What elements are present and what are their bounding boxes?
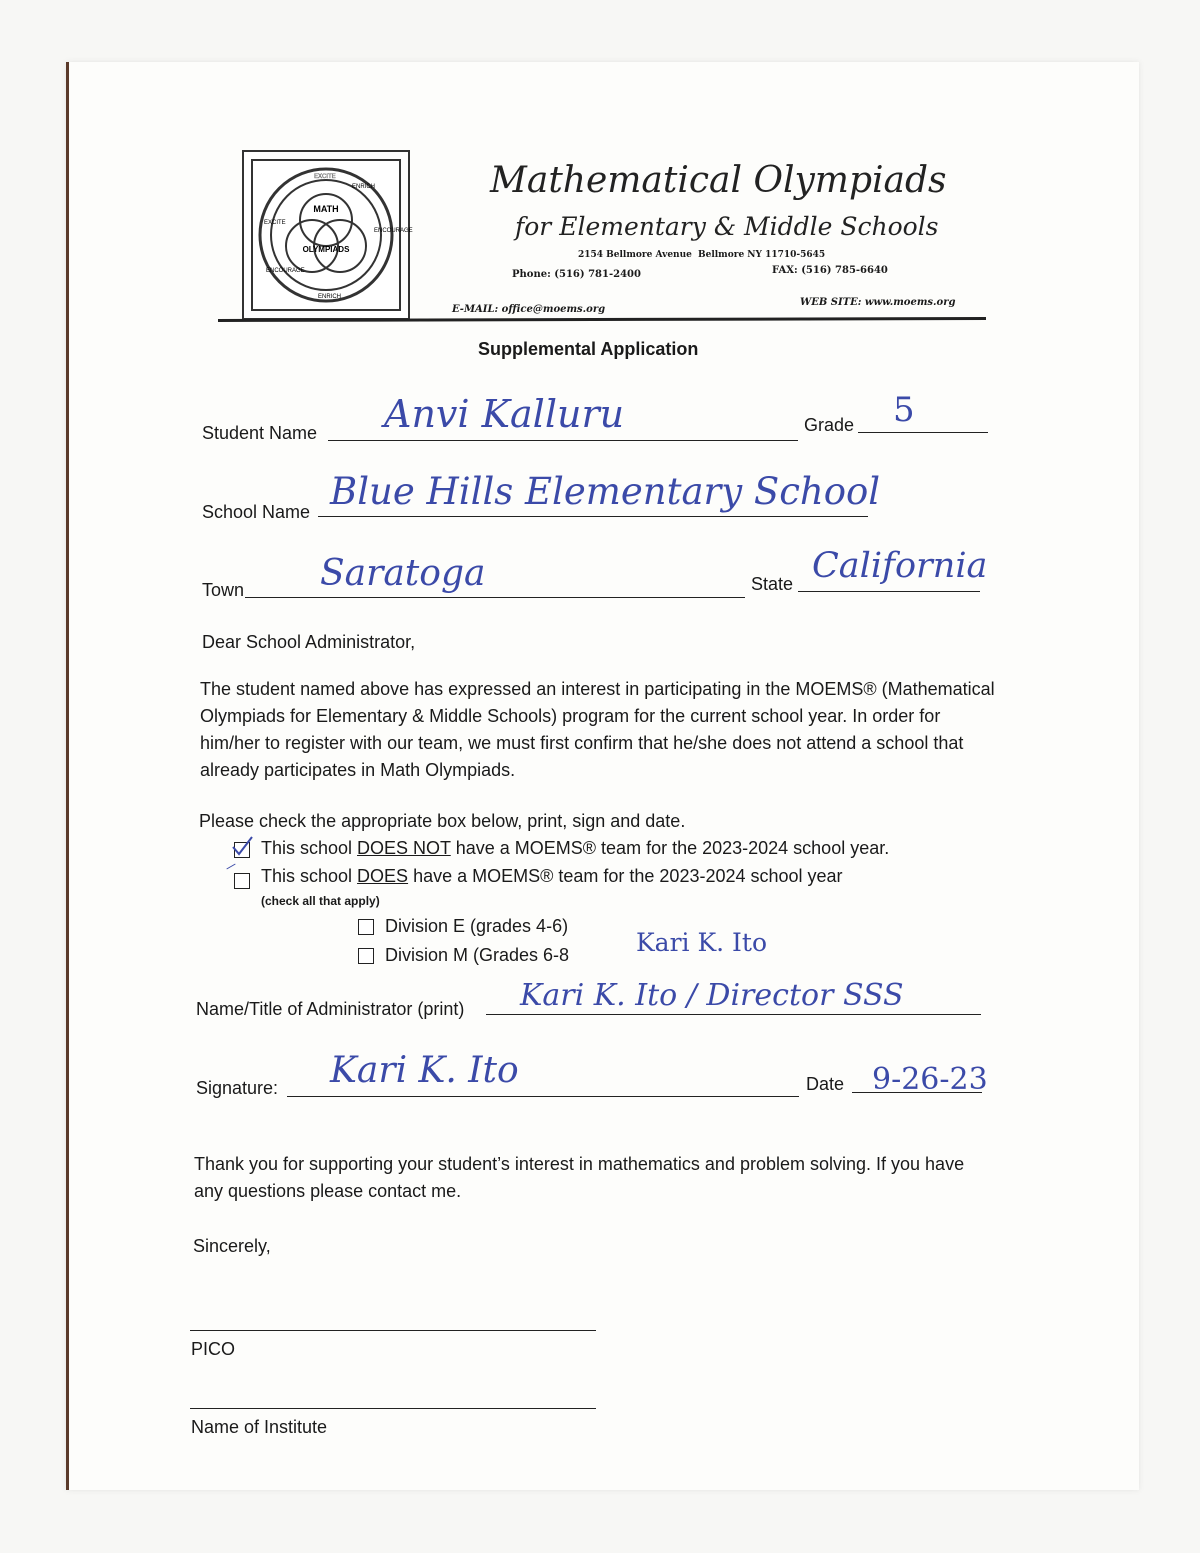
division-m-label: Division M (Grades 6-8 [385, 945, 570, 965]
org-phone: Phone: (516) 781-2400 [512, 269, 641, 280]
org-city: Bellmore NY 11710-5645 [698, 250, 826, 260]
does-checkbox[interactable] [234, 873, 250, 889]
logo-ring-word: ENCOURAGE [374, 228, 413, 234]
state-value[interactable]: California [812, 546, 988, 586]
state-label: State [751, 574, 794, 594]
signature-line [287, 1096, 799, 1097]
student-name-value[interactable]: Anvi Kalluru [384, 392, 625, 436]
org-address: 2154 Bellmore Avenue [578, 250, 692, 260]
date-label: Date [806, 1074, 845, 1094]
org-email: E-MAIL: office@moems.org [452, 304, 606, 315]
grade-line [858, 432, 988, 433]
school-name-label: School Name [202, 502, 311, 522]
moems-logo [242, 150, 413, 320]
division-m-checkbox[interactable] [358, 948, 374, 964]
check-note: (check all that apply) [261, 894, 380, 908]
does-not-checkbox[interactable] [234, 842, 250, 858]
grade-value[interactable]: 5 [893, 390, 915, 430]
state-line [798, 591, 980, 592]
org-subtitle: for Elementary & Middle Schools [515, 212, 939, 241]
admin-line [486, 1014, 981, 1015]
pico-signature-line [190, 1330, 596, 1331]
signature-label: Signature: [196, 1078, 279, 1098]
division-e-checkbox[interactable] [358, 919, 374, 935]
school-name-line [318, 516, 868, 517]
option-does: This school DOES have a MOEMS® team for the 2023-2024 school year [261, 866, 843, 886]
pico-label: PICO [191, 1339, 236, 1359]
student-name-line [328, 440, 798, 441]
town-label: Town [202, 580, 245, 600]
closing-paragraph: Thank you for supporting your student’s interest in mathematics and problem solving. If you have any questions please contact me. [194, 1154, 965, 1201]
logo-olympiads-text: OLYMPIADS [302, 245, 350, 254]
org-fax: FAX: (516) 785-6640 [772, 265, 888, 276]
admin-label: Name/Title of Administrator (print) [196, 999, 465, 1019]
school-name-value[interactable]: Blue Hills Elementary School [330, 470, 881, 513]
institute-line [190, 1408, 596, 1409]
signature-value[interactable]: Kari K. Ito [330, 1050, 519, 1091]
town-value[interactable]: Saratoga [320, 553, 486, 594]
intro-paragraph: The student named above has expressed an interest in participating in the MOEMS® (Mathematical Olympiads for Elementary & Middle Schools) program for the current school year. In order for him/her to register with our team, we must first confirm that he/she does not attend a school that already participates in Math Olympiads. [200, 679, 995, 780]
division-e-label: Division E (grades 4-6) [385, 916, 569, 936]
grade-label: Grade [804, 415, 855, 435]
logo-ring-word: EXCITE [264, 220, 286, 226]
logo-rings-icon [244, 152, 413, 318]
logo-ring-word: ENCOURAGE [266, 268, 305, 274]
institute-label: Name of Institute [191, 1417, 328, 1437]
admin-value[interactable]: Kari K. Ito / Director SSS [520, 978, 904, 1013]
sincerely-text: Sincerely, [193, 1236, 271, 1256]
admin-print-note: Kari K. Ito [636, 928, 768, 957]
org-title: Mathematical Olympiads [490, 160, 947, 201]
logo-ring-word: EXCITE [314, 174, 336, 180]
org-website: WEB SITE: www.moems.org [800, 297, 956, 308]
logo-ring-word: ENRICH [352, 184, 376, 190]
form-title: Supplemental Application [478, 339, 699, 359]
salutation: Dear School Administrator, [202, 632, 416, 652]
check-mark-icon [231, 835, 253, 857]
town-line [245, 597, 745, 598]
logo-ring-word: ENRICH [318, 294, 342, 300]
instruction-text: Please check the appropriate box below, print, sign and date. [199, 811, 686, 831]
logo-math-text: MATH [313, 204, 339, 214]
student-name-label: Student Name [202, 423, 318, 443]
option-does-not: This school DOES NOT have a MOEMS® team for the 2023-2024 school year. [261, 838, 890, 858]
date-value[interactable]: 9-26-23 [872, 1062, 988, 1097]
